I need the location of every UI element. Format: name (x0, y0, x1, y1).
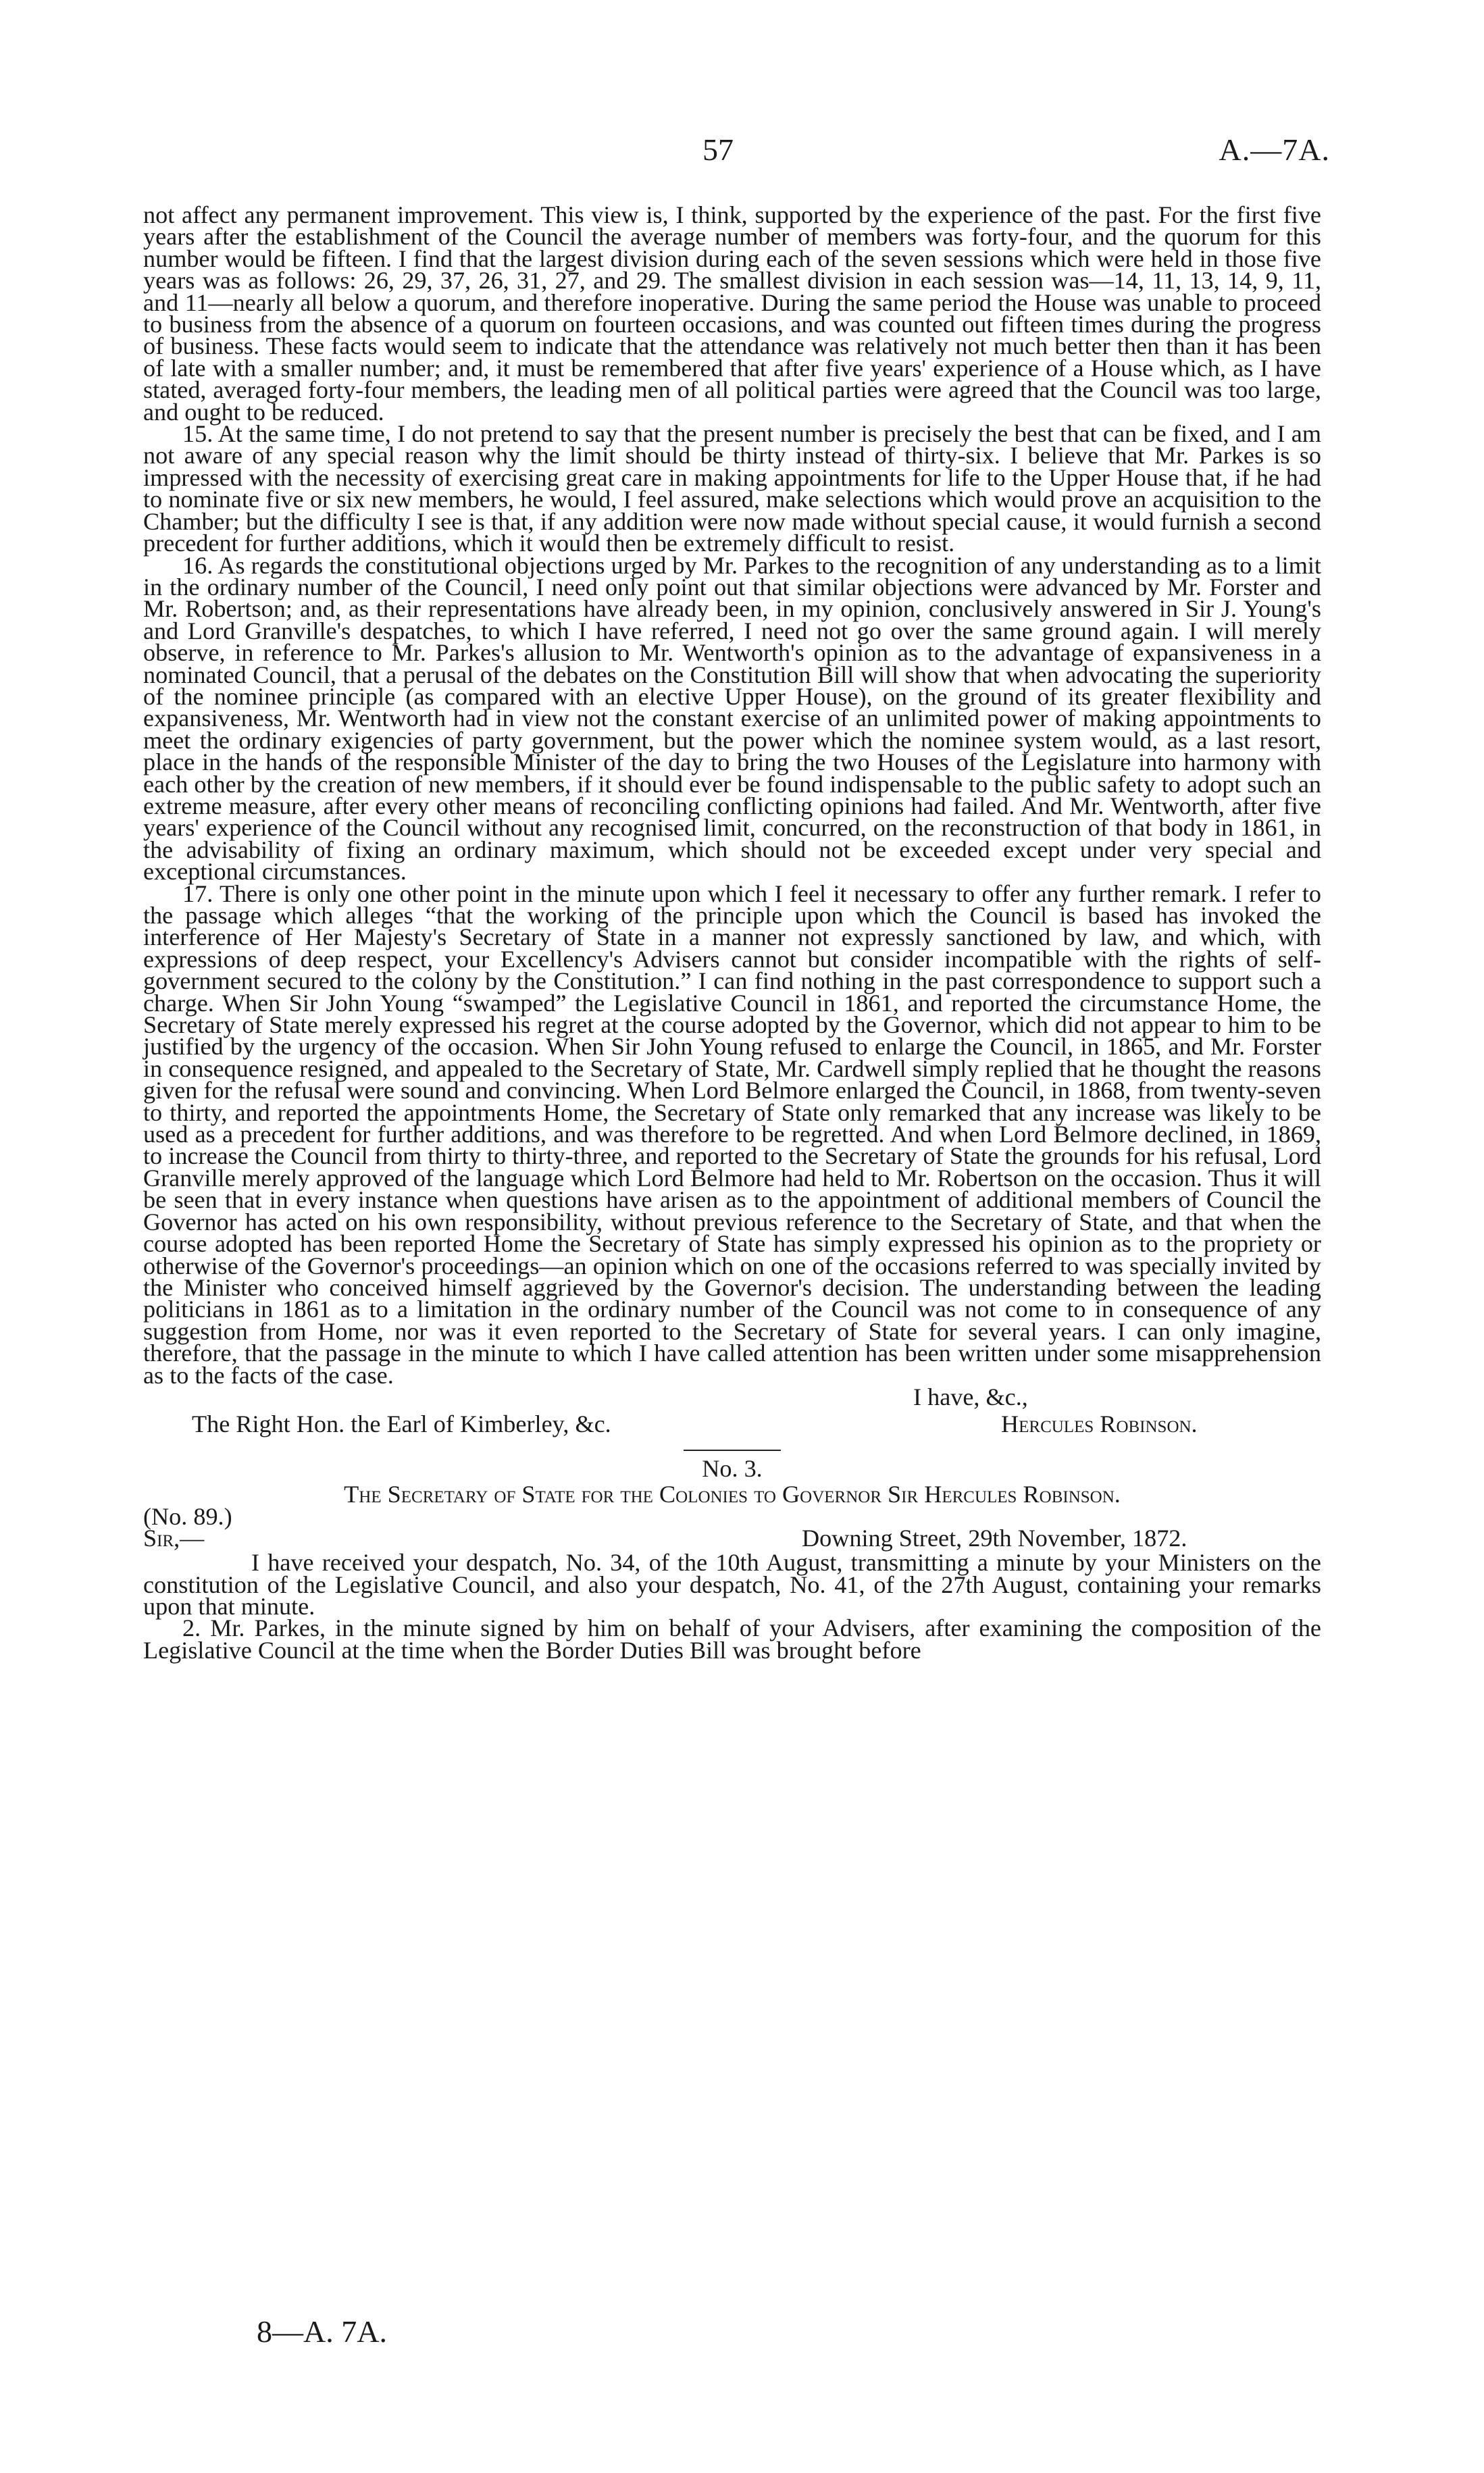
place-date: Downing Street, 29th November, 1872. (802, 1525, 1187, 1552)
page-number: 57 (702, 132, 734, 167)
section-divider (684, 1450, 781, 1451)
document-body (143, 201, 1321, 1664)
paragraph-16: 16. As regards the constitutional objections urged by Mr. Parkes to the recognition of any understanding as to a limit in the ordinary number of the Council, I need only point out that similar objections were advanced by Mr. Forster and Mr. Robertson; and, as their representations have already been, in my opinion, conclusively answered in Sir J. Young's and Lord Granville's despatches, to which I have referred, I need not go over the same ground again. I will merely observe, in reference to Mr. Parkes's allusion to Mr. Wentworth's opinion as to the advantage of expansiveness in a nominated Council, that a perusal of the debates on the Constitution Bill will show that when advocating the superiority of the nominee principle (as compared with an elective Upper House), on the ground of its greater flexibility and expansiveness, Mr. Wentworth had in view not the constant exercise of an unlimited power of making appointments to meet the ordinary exigencies of party government, but the power which the nominee system would, as a last resort, place in the hands of the responsible Minister of the day to bring the two Houses of the Legislature into harmony with each other by the creation of new members, if it should ever be found indispensable to the public safety to adopt such an extreme measure, after every other means of reconciling conflicting opinions had failed. And Mr. Wentworth, after five years' experience of the Council without any recognised limit, concurred, on the reconstruction of that body in 1861, in the advisability of fixing an ordinary maximum, which should not be exceeded except under very special and exceptional circumstances. (143, 551, 1321, 886)
letter-paragraph-2: 2. Mr. Parkes, in the minute signed by him on behalf of your Advisers, after examining the composition of the Legislative Council at the time when the Border Duties Bill was brought before (143, 1614, 1321, 1664)
signature: Hercules Robinson. (1001, 1410, 1198, 1437)
salutation-row (143, 1527, 1321, 1552)
paragraph-15: 15. At the same time, I do not pretend to say that the present number is precisely the best that can be fixed, and I am not aware of any special reason why the limit should be thirty instead of thirty-six. I believe that Mr. Parkes is so impressed with the necessity of exercising great care in making appointments for life to the Upper House that, if he had to nominate five or six new members, he would, I feel assured, make selections which would prove an acquisition to the Chamber; but the difficulty I see is that, if any addition were now made without special cause, it would furnish a second precedent for further additions, which it would then be extremely difficult to resist. (143, 420, 1321, 557)
page-header (0, 132, 1484, 172)
signature-mark: 8—A. 7A. (257, 2314, 387, 2349)
paragraph-17: 17. There is only one other point in the minute upon which I feel it necessary to offer any further remark. I refer to the passage which alleges “that the working of the principle upon which the Council is based has invoked the interference of Her Majesty's Secretary of State in a manner not expressly sanctioned by law, and which, with expressions of deep respect, your Excellency's Advisers cannot but consider incompatible with the rights of self-government secured to the colony by the Constitution.” I can find nothing in the past correspondence to support such a charge. When Sir John Young “swamped” the Legislative Council in 1861, and reported the circumstance Home, the Secretary of State merely expressed his regret at the course adopted by the Governor, which did not appear to him to be justified by the urgency of the occasion. When Sir John Young refused to enlarge the Council, in 1865, and Mr. Forster in consequence resigned, and appealed to the Secretary of State, Mr. Cardwell simply replied that he thought the reasons given for the refusal were sound and convincing. When Lord Belmore enlarged the Council, in 1868, from twenty-seven to thirty, and reported the appointments Home, the Secretary of State only remarked that any increase was likely to be used as a precedent for further additions, and was therefore to be regretted. And when Lord Belmore declined, in 1869, to increase the Council from thirty to thirty-three, and reported to the Secretary of State the grounds for his refusal, Lord Granville merely approved of the language which Lord Belmore had held to Mr. Robertson on the occasion. Thus it will be seen that in every instance when questions have arisen as to the appointment of additional members of Council the Governor has acted on his own responsibility, without previous reference to the Secretary of State, and that when the course adopted has been reported Home the Secretary of State has simply expressed his opinion as to the propriety or otherwise of the Governor's proceedings—an opinion which on one of the occasions referred to was specially invited by the Minister who conceived himself aggrieved by the Governor's decision. The understanding between the leading politicians in 1861 as to a limitation in the ordinary number of the Council was not come to in consequence of any suggestion from Home, nor was it even reported to the Secretary of State for several years. I can only imagine, therefore, that the passage in the minute to which I have called attention has been written under some misapprehension as to the facts of the case. (143, 879, 1321, 1389)
page-reference: A.—7A. (1219, 132, 1330, 167)
paragraph-continuation: not affect any permanent improvement. This view is, I think, supported by the experience of the past. For the first five years after the establishment of the Council the average number of members was forty-four, and the quorum for this number would be fifteen. I find that the largest division during each of the seven sessions which were held in those five years was as follows: 26, 29, 37, 26, 31, 27, and 29. The smallest division in each session was—14, 11, 13, 14, 9, 11, and 11—nearly all below a quorum, and therefore inoperative. During the same period the House was unable to proceed to business from the absence of a quorum on fourteen occasions, and was counted out fifteen times during the progress of business. These facts would seem to indicate that the attendance was relatively not much better then than it has been of late with a smaller number; and, it must be remembered that after five years' experience of a House which, as I have stated, averaged forty-four members, the leading men of all political parties were agreed that the Council was too large, and ought to be reduced. (143, 201, 1321, 426)
letter-heading: The Secretary of State for the Colonies to Governor Sir Hercules Robinson. (344, 1481, 1121, 1508)
addressee: The Right Hon. the Earl of Kimberley, &c. (192, 1410, 611, 1437)
salutation: Sir,— (143, 1525, 205, 1552)
closing-formula: I have, &c., (913, 1383, 1028, 1410)
letter-number: No. 3. (702, 1454, 763, 1482)
letter-signoff (143, 1383, 1321, 1440)
letter-paragraph-1: I have received your despatch, No. 34, of the 10th August, transmitting a minute by your Ministers on the constitution of the Legislative Council, and also your despatch, No. 41, of the 27th August, containing your remarks upon that minute. (143, 1549, 1321, 1620)
despatch-reference: (No. 89.) (143, 1502, 232, 1530)
